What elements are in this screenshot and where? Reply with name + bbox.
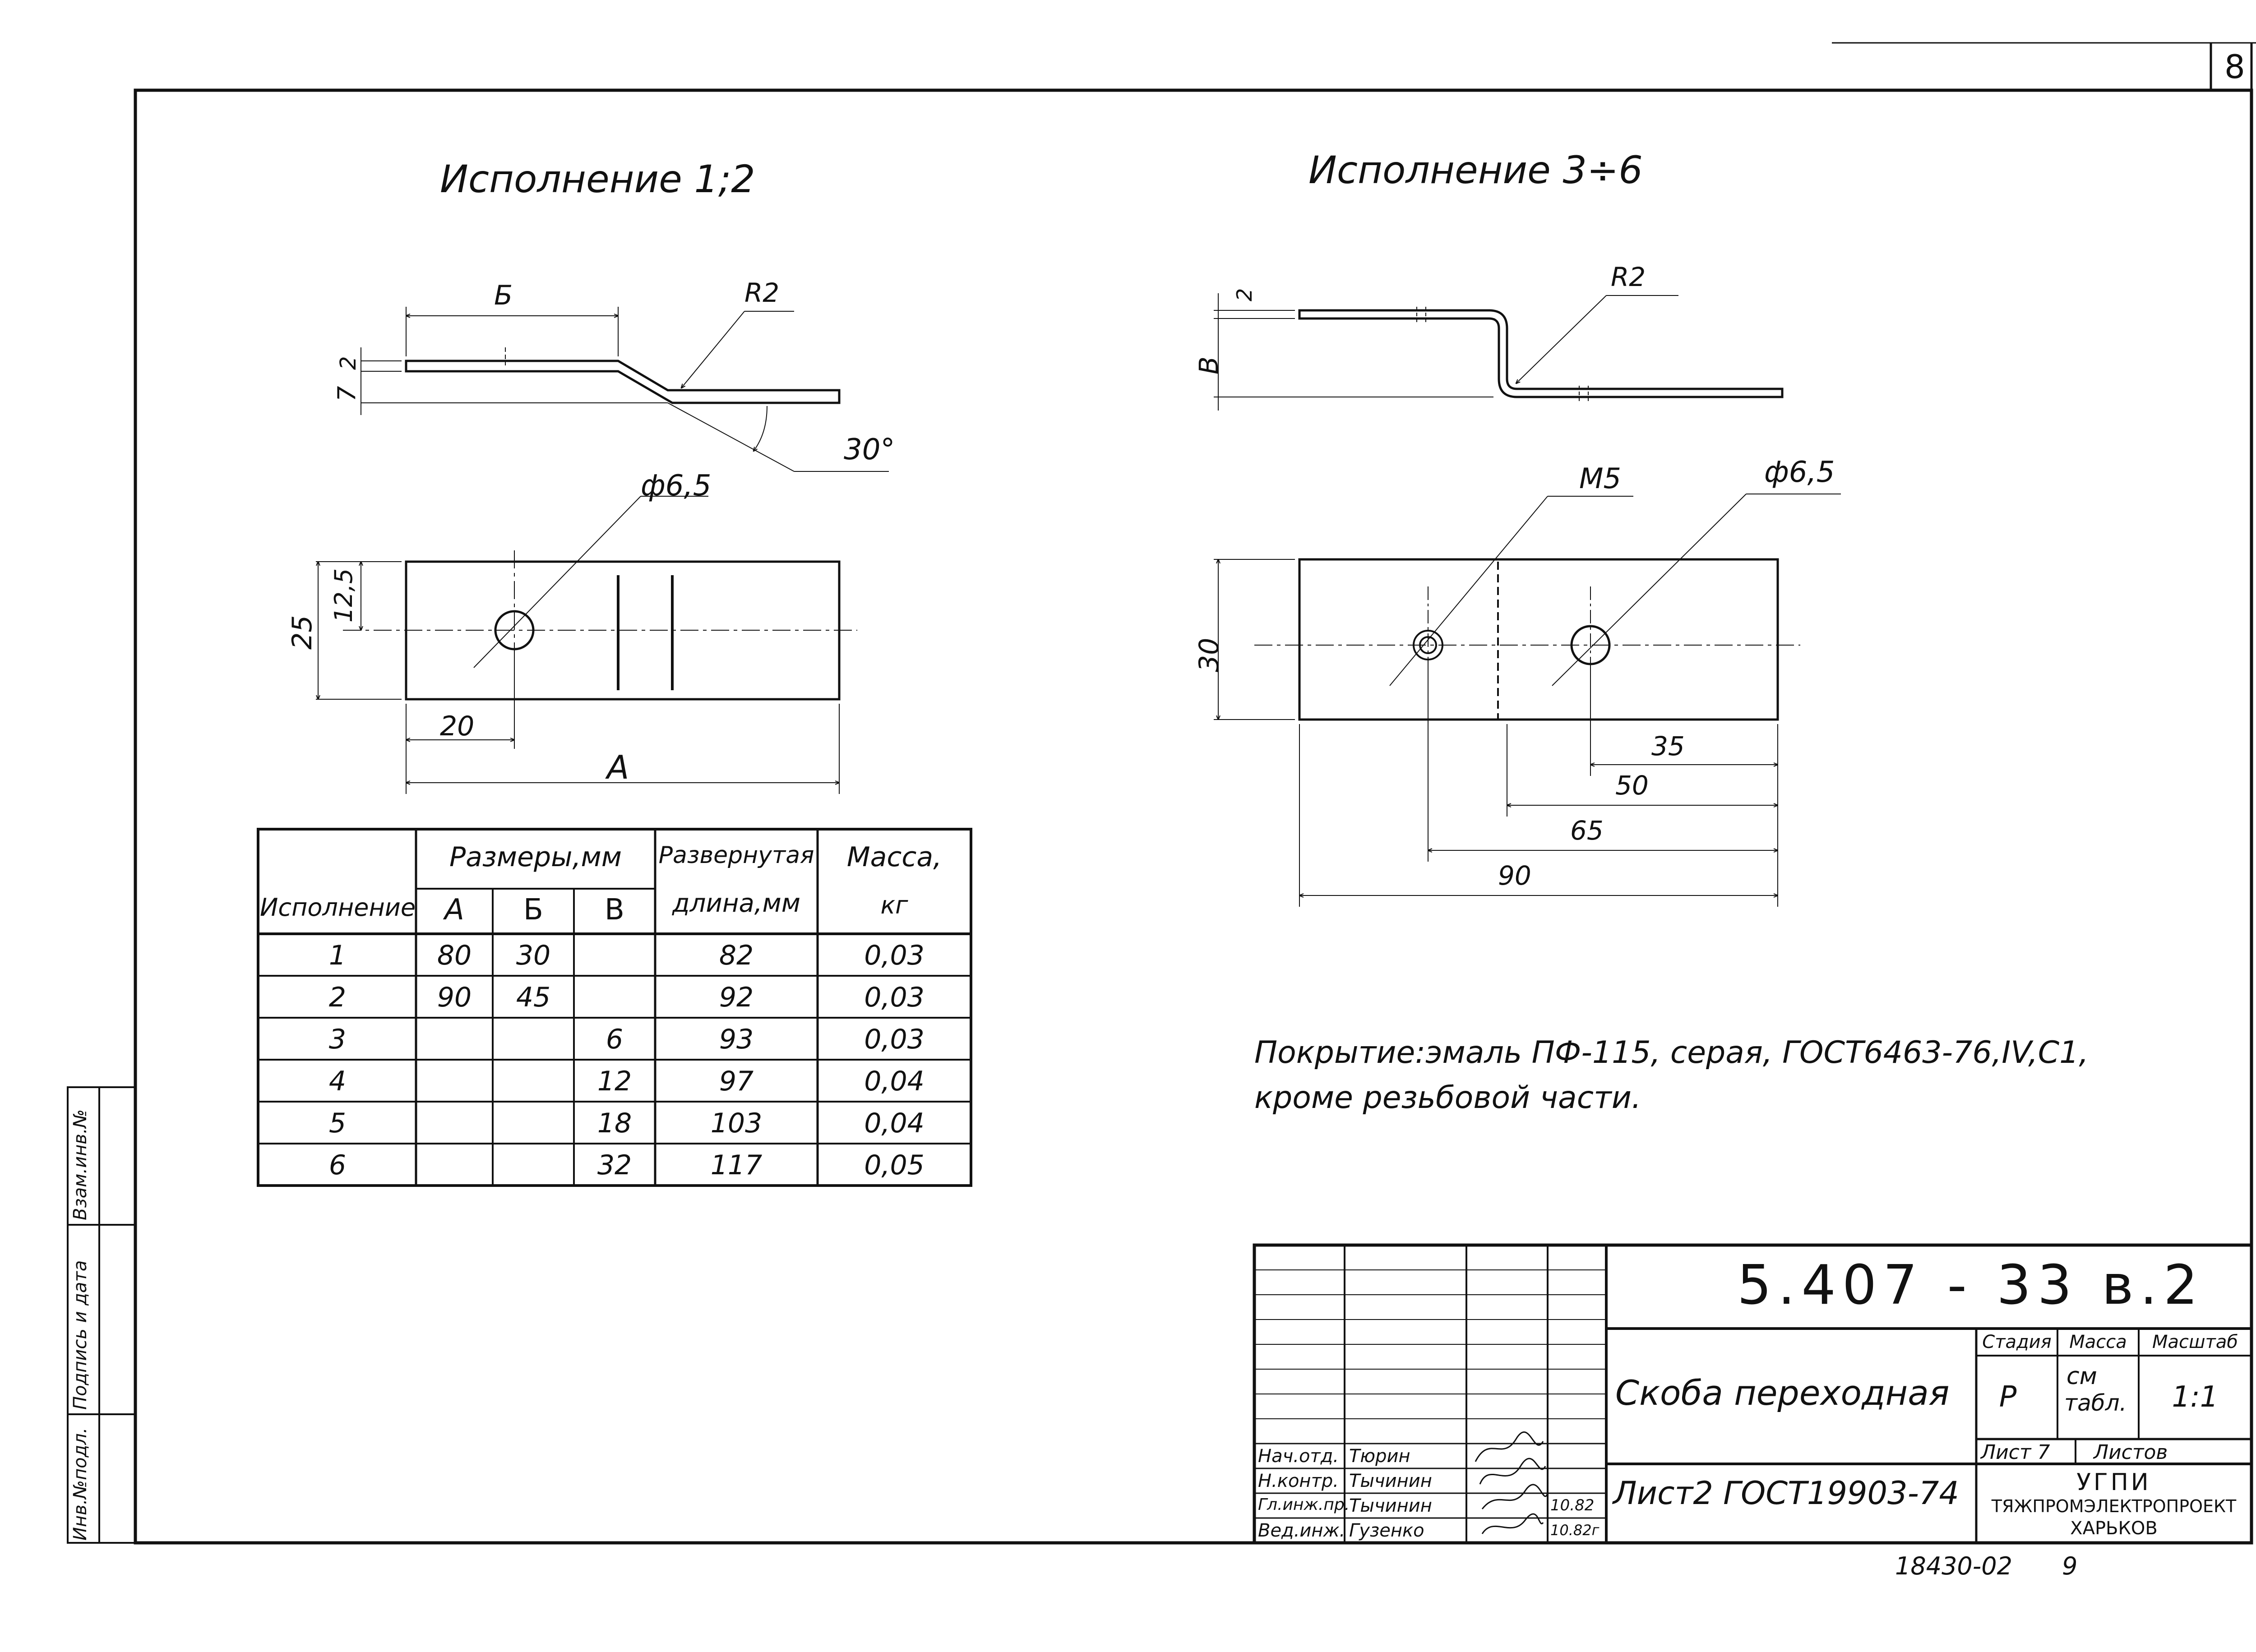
role-2: Н.контр.: [1258, 1471, 1339, 1491]
table-header-a: А: [444, 893, 464, 927]
table-header-length-2: длина,мм: [672, 889, 801, 918]
table-header-dimensions: Размеры,мм: [449, 841, 622, 873]
table-row-2-b: 45: [516, 982, 551, 1013]
table-row-6-length: 117: [710, 1149, 763, 1181]
right-dim-r2-label: R2: [1611, 262, 1646, 292]
table-row-5-variant: 5: [328, 1107, 347, 1139]
page-number: 8: [2224, 48, 2245, 86]
table-row-1-a: 80: [437, 940, 472, 971]
role-4: Вед.инж.: [1258, 1520, 1345, 1541]
table-row-6-v: 32: [597, 1149, 632, 1181]
dim-7-label: 7: [333, 386, 361, 401]
date-4: 10.82г: [1550, 1522, 1600, 1539]
table-row-1-variant: 1: [328, 940, 347, 971]
side-stamp-field-1: Инв.№подл.: [70, 1427, 91, 1541]
left-view-title: Исполнение 1;2: [440, 157, 755, 201]
right-dim-2-label: 2: [1232, 288, 1257, 301]
table-row-3-v: 6: [606, 1024, 624, 1055]
dim-90-label: 90: [1498, 860, 1531, 891]
dim-angle-label: 30°: [844, 433, 895, 466]
table-row-3-mass: 0,03: [864, 1024, 925, 1055]
table-row-6-variant: 6: [328, 1149, 347, 1181]
archive-page: 9: [2062, 1552, 2078, 1580]
table-header-mass-1: Масса,: [846, 841, 942, 873]
dim-50-label: 50: [1615, 770, 1649, 801]
dim-b-label: Б: [494, 280, 513, 311]
mass-value-2: табл.: [2064, 1390, 2127, 1416]
side-stamp-field-3: Взам.инв.№: [70, 1109, 91, 1220]
table-row-2-a: 90: [437, 982, 472, 1013]
stage-value: Р: [1999, 1380, 2017, 1414]
coating-note-line-2: кроме резьбовой части.: [1254, 1080, 1641, 1116]
right-view-title: Исполнение 3÷6: [1308, 148, 1643, 192]
designation: 5.407 - 33 в.2: [1737, 1254, 2205, 1317]
dim-a-label: А: [607, 748, 629, 786]
table-row-4-v: 12: [597, 1066, 632, 1097]
sheet-label: Лист 7: [1981, 1441, 2050, 1464]
dim-2-label: 2: [336, 356, 361, 370]
name-2: Тычинин: [1349, 1471, 1432, 1491]
table-row-1-length: 82: [719, 940, 754, 971]
role-1: Нач.отд.: [1258, 1446, 1339, 1467]
table-row-4-variant: 4: [328, 1066, 347, 1097]
dim-20-label: 20: [440, 711, 475, 742]
table-row-4-length: 97: [719, 1066, 754, 1097]
side-stamp-field-2: Подпись и дата: [70, 1260, 91, 1410]
left-hole-label: ф6,5: [641, 469, 712, 503]
dim-30-label: 30: [1193, 637, 1225, 672]
table-header-v: В: [605, 893, 624, 927]
table-row-3-variant: 3: [328, 1024, 347, 1055]
table-row-2-mass: 0,03: [864, 982, 925, 1013]
mass-value-1: см: [2066, 1363, 2097, 1390]
right-hole-label: ф6,5: [1764, 456, 1835, 489]
sheet-info: Лист2 ГОСТ19903-74: [1613, 1475, 1959, 1512]
table-row-5-length: 103: [710, 1107, 763, 1139]
table-row-2-variant: 2: [328, 982, 347, 1013]
thread-m5-label: М5: [1579, 462, 1621, 495]
table-header-mass-2: кг: [880, 891, 908, 919]
date-3: 10.82: [1550, 1496, 1595, 1514]
table-row-5-mass: 0,04: [864, 1107, 925, 1139]
mass-label: Масса: [2069, 1332, 2127, 1352]
table-row-1-b: 30: [516, 940, 551, 971]
dim-r2-label: R2: [744, 277, 780, 308]
coating-note-line-1: Покрытие:эмаль ПФ-115, серая, ГОСТ6463-76,IV,С1,: [1254, 1035, 2089, 1071]
stage-label: Стадия: [1982, 1332, 2052, 1352]
archive-number: 18430-02: [1895, 1552, 2012, 1580]
sheets-label: Листов: [2094, 1441, 2168, 1464]
table-row-4-mass: 0,04: [864, 1066, 925, 1097]
scale-label: Масштаб: [2152, 1332, 2238, 1352]
name-3: Тычинин: [1349, 1495, 1432, 1516]
dim-v-label: В: [1193, 356, 1224, 374]
dim-25-label: 25: [287, 615, 318, 650]
name-1: Тюрин: [1349, 1446, 1410, 1467]
table-row-6-mass: 0,05: [864, 1149, 925, 1181]
part-name: Скоба переходная: [1615, 1373, 1950, 1413]
name-4: Гузенко: [1349, 1520, 1424, 1541]
org-line-1: УГПИ: [2076, 1469, 2151, 1496]
table-header-variant: Исполнение: [260, 893, 416, 922]
table-header-b: Б: [523, 893, 543, 927]
org-line-2: ТЯЖПРОМЭЛЕКТРОПРОЕКТ: [1991, 1496, 2237, 1516]
scale-value: 1:1: [2172, 1380, 2219, 1414]
table-row-2-length: 92: [719, 982, 754, 1013]
table-row-5-v: 18: [597, 1107, 632, 1139]
table-row-3-length: 93: [719, 1024, 754, 1055]
table-header-length-1: Развернутая: [658, 842, 814, 869]
org-line-3: ХАРЬКОВ: [2070, 1518, 2158, 1539]
role-3: Гл.инж.пр.: [1258, 1495, 1350, 1514]
dim-12-5-label: 12,5: [329, 568, 358, 623]
dim-35-label: 35: [1651, 731, 1685, 761]
table-row-1-mass: 0,03: [864, 940, 925, 971]
dim-65-label: 65: [1570, 815, 1604, 846]
